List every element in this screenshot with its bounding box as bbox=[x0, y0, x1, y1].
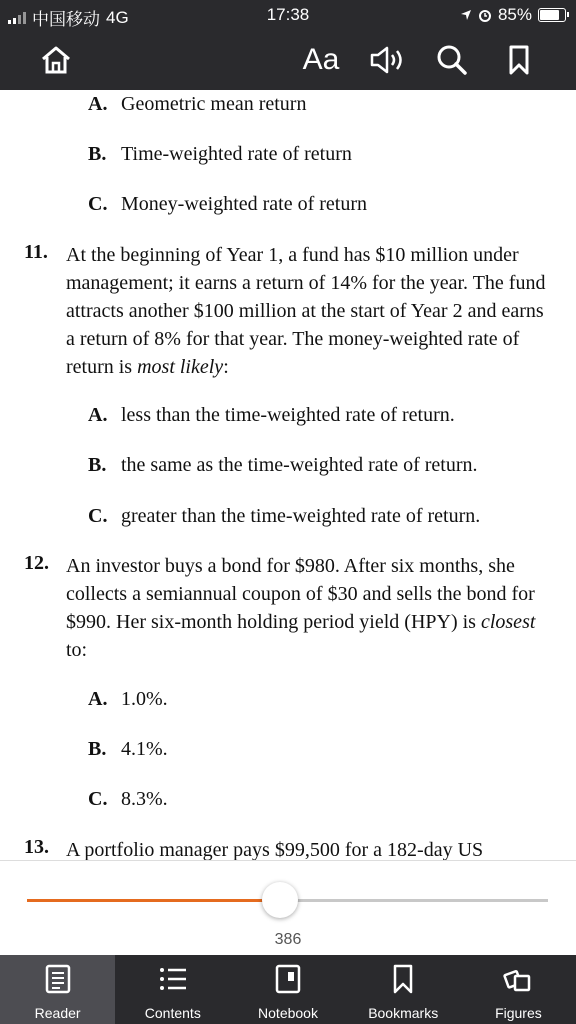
q11-option-a[interactable]: A. less than the time-weighted rate of return. bbox=[88, 404, 455, 426]
prev-option-b[interactable]: B. Time-weighted rate of return bbox=[88, 143, 352, 165]
alarm-icon bbox=[478, 8, 492, 22]
tab-label: Bookmarks bbox=[368, 1005, 439, 1021]
home-icon[interactable] bbox=[38, 42, 74, 78]
tab-notebook[interactable] bbox=[230, 955, 345, 1024]
tab-label: Figures bbox=[495, 1005, 542, 1021]
network-type: 4G bbox=[106, 7, 129, 27]
question-number: 11. bbox=[24, 241, 48, 263]
q11-option-b[interactable]: B. the same as the time-weighted rate of return. bbox=[88, 454, 478, 476]
bookmark-icon[interactable] bbox=[503, 42, 535, 78]
battery-icon bbox=[538, 8, 566, 22]
carrier-name: 中国移动 bbox=[32, 10, 100, 29]
q12-option-c[interactable]: C. 8.3%. bbox=[88, 788, 168, 810]
reader-icon bbox=[0, 963, 115, 995]
book-page bbox=[0, 90, 576, 860]
tab-figures[interactable] bbox=[461, 955, 576, 1024]
q12-option-b[interactable]: B. 4.1%. bbox=[88, 738, 168, 760]
tab-label: Contents bbox=[144, 1005, 201, 1021]
prev-option-a[interactable]: A. Geometric mean return bbox=[88, 93, 307, 115]
tab-label: Reader bbox=[34, 1005, 81, 1021]
tab-bookmarks[interactable] bbox=[346, 955, 461, 1024]
tab-contents[interactable] bbox=[115, 955, 230, 1024]
tab-reader[interactable] bbox=[0, 955, 115, 1024]
clock: 17:38 bbox=[266, 5, 310, 24]
figures-icon bbox=[461, 963, 576, 995]
notebook-icon bbox=[230, 963, 345, 995]
battery-percent: 85% bbox=[497, 5, 532, 24]
q12-option-a[interactable]: A. 1.0%. bbox=[88, 688, 168, 710]
prev-option-c[interactable]: C. Money-weighted rate of return bbox=[88, 193, 368, 215]
list-icon bbox=[115, 963, 230, 995]
q11-option-c[interactable]: C. greater than the time-weighted rate of return. bbox=[88, 505, 481, 527]
tab-label: Notebook bbox=[258, 1005, 318, 1021]
status-bar bbox=[0, 0, 576, 30]
page-slider-thumb[interactable] bbox=[262, 882, 298, 918]
page-slider-progress bbox=[27, 899, 280, 902]
page-number: 386 bbox=[274, 931, 302, 948]
location-icon bbox=[460, 9, 472, 21]
question-text: An investor buys a bond for $980. After six months, she collects a semiannual coupon of $30 and sells the bond for $990. Her six-month holding period yield (HPY) is closest to: bbox=[66, 555, 536, 661]
question-text: At the beginning of Year 1, a fund has $10 million under management; it earns a return of 14% for the year. The fund attracts another $100 million at the start of Year 2 and earns a return of 8% for that year. The money-weighted rate of return is most likely: bbox=[66, 244, 546, 378]
reader-toolbar bbox=[0, 30, 576, 90]
font-settings-button[interactable]: Aa bbox=[302, 43, 340, 76]
search-icon[interactable] bbox=[434, 42, 470, 78]
speaker-icon[interactable] bbox=[368, 42, 408, 78]
bookmark-icon bbox=[346, 963, 461, 995]
question-text: A portfolio manager pays $99,500 for a 182-day US bbox=[66, 839, 484, 860]
page-slider-area bbox=[0, 860, 576, 956]
bottom-tab-bar bbox=[0, 955, 576, 1024]
question-number: 12. bbox=[24, 552, 49, 574]
question-number: 13. bbox=[24, 836, 49, 858]
